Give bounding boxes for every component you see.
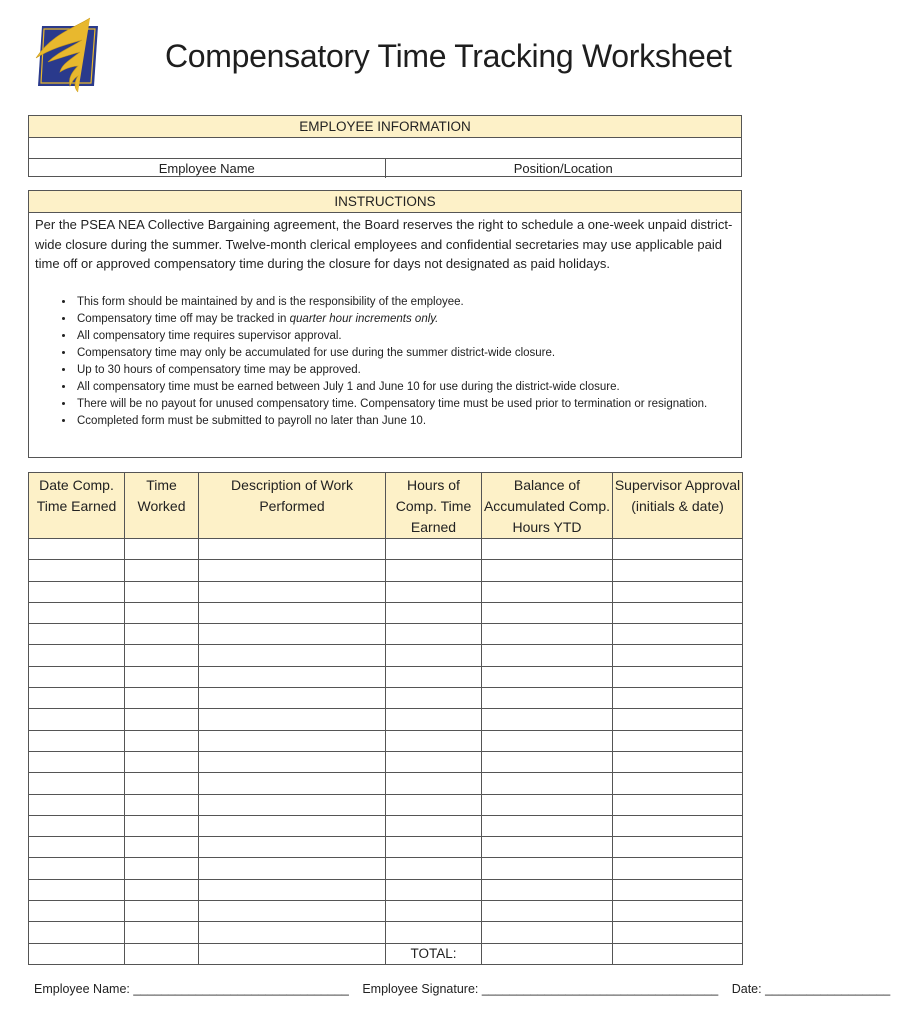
column-header-description: Description of Work Performed — [199, 473, 386, 539]
table-row — [29, 602, 743, 623]
column-header-balance: Balance of Accumulated Comp. Hours YTD — [482, 473, 613, 539]
table-cell[interactable] — [613, 922, 743, 943]
table-row — [29, 922, 743, 943]
column-header-time-worked: Time Worked — [125, 473, 199, 539]
footer-date[interactable]: Date: __________________ — [731, 982, 891, 996]
position-location-label: Position/Location — [513, 161, 613, 176]
table-cell[interactable] — [199, 943, 386, 964]
table-cell[interactable] — [29, 922, 125, 943]
column-header-supervisor-approval: Supervisor Approval (initials & date) — [613, 473, 743, 539]
table-cell[interactable] — [125, 539, 199, 560]
table-cell[interactable] — [125, 602, 199, 623]
table-cell[interactable] — [482, 815, 613, 836]
column-header-hours-earned: Hours of Comp. Time Earned — [386, 473, 482, 539]
table-cell[interactable] — [482, 901, 613, 922]
table-cell[interactable] — [613, 858, 743, 879]
table-cell[interactable] — [199, 645, 386, 666]
table-cell[interactable] — [613, 709, 743, 730]
table-cell[interactable] — [125, 879, 199, 900]
table-cell[interactable] — [199, 688, 386, 709]
table-cell[interactable] — [613, 794, 743, 815]
table-cell[interactable] — [125, 943, 199, 964]
table-cell[interactable] — [29, 709, 125, 730]
list-item-emphasis: quarter hour increments only. — [289, 312, 439, 325]
table-cell[interactable] — [386, 666, 482, 687]
list-item: • This form should be maintained by and is the responsibility of the employee. — [75, 294, 741, 311]
table-row — [29, 624, 743, 645]
table-cell[interactable] — [125, 837, 199, 858]
table-row — [29, 645, 743, 666]
table-cell[interactable] — [386, 773, 482, 794]
footer-employee-signature[interactable]: Employee Signature: __________________________________ — [362, 982, 719, 996]
table-cell[interactable] — [613, 645, 743, 666]
table-cell[interactable] — [386, 645, 482, 666]
table-row — [29, 560, 743, 581]
table-cell[interactable] — [482, 688, 613, 709]
table-cell[interactable] — [125, 688, 199, 709]
total-label: TOTAL: — [386, 943, 482, 964]
table-cell[interactable] — [613, 602, 743, 623]
table-cell[interactable] — [386, 624, 482, 645]
log-table-body — [29, 539, 743, 965]
table-cell[interactable] — [482, 879, 613, 900]
table-cell[interactable] — [125, 666, 199, 687]
table-cell[interactable] — [199, 602, 386, 623]
table-cell[interactable] — [125, 581, 199, 602]
table-cell[interactable] — [29, 837, 125, 858]
table-cell[interactable] — [613, 773, 743, 794]
table-cell[interactable] — [199, 837, 386, 858]
employee-information-heading: EMPLOYEE INFORMATION — [29, 116, 741, 138]
list-item: • All compensatory time requires supervisor approval. — [75, 328, 741, 345]
table-cell[interactable] — [29, 730, 125, 751]
table-cell[interactable] — [29, 645, 125, 666]
instructions-heading: INSTRUCTIONS — [29, 191, 741, 213]
table-cell[interactable] — [386, 858, 482, 879]
table-cell[interactable] — [482, 560, 613, 581]
table-cell[interactable] — [386, 901, 482, 922]
table-cell[interactable] — [613, 730, 743, 751]
table-cell[interactable] — [482, 645, 613, 666]
table-cell[interactable] — [125, 815, 199, 836]
table-row — [29, 730, 743, 751]
table-cell[interactable] — [29, 901, 125, 922]
table-cell[interactable] — [482, 539, 613, 560]
table-cell[interactable] — [125, 624, 199, 645]
table-row — [29, 815, 743, 836]
table-cell[interactable] — [125, 794, 199, 815]
table-cell[interactable] — [613, 666, 743, 687]
table-cell[interactable] — [199, 794, 386, 815]
table-cell[interactable] — [613, 943, 743, 964]
table-cell[interactable] — [29, 539, 125, 560]
employee-info-input-row[interactable] — [29, 138, 741, 159]
table-cell[interactable] — [29, 688, 125, 709]
table-row — [29, 666, 743, 687]
table-cell[interactable] — [29, 751, 125, 772]
table-cell[interactable] — [482, 602, 613, 623]
table-cell[interactable] — [482, 730, 613, 751]
list-item — [75, 311, 741, 328]
table-cell[interactable] — [386, 602, 482, 623]
table-cell[interactable] — [482, 666, 613, 687]
table-cell[interactable] — [29, 858, 125, 879]
table-cell[interactable] — [386, 922, 482, 943]
table-cell[interactable] — [29, 560, 125, 581]
table-cell[interactable] — [482, 922, 613, 943]
table-cell[interactable] — [199, 560, 386, 581]
table-row — [29, 901, 743, 922]
table-cell[interactable] — [199, 751, 386, 772]
table-cell[interactable] — [482, 709, 613, 730]
table-cell[interactable] — [613, 879, 743, 900]
employee-name-label: Employee Name — [29, 159, 386, 178]
table-cell[interactable] — [386, 709, 482, 730]
table-cell[interactable] — [29, 815, 125, 836]
table-cell[interactable] — [386, 560, 482, 581]
table-cell[interactable] — [386, 794, 482, 815]
table-cell[interactable] — [482, 858, 613, 879]
tornado-logo-icon — [34, 16, 100, 94]
table-cell[interactable] — [29, 602, 125, 623]
table-cell[interactable] — [613, 624, 743, 645]
table-cell[interactable] — [29, 943, 125, 964]
table-cell[interactable] — [199, 773, 386, 794]
table-cell[interactable] — [29, 624, 125, 645]
table-cell[interactable] — [613, 688, 743, 709]
table-cell[interactable] — [29, 794, 125, 815]
list-item: • Up to 30 hours of compensatory time may be approved. — [75, 362, 741, 379]
table-row — [29, 688, 743, 709]
table-cell[interactable] — [125, 858, 199, 879]
table-row — [29, 709, 743, 730]
table-cell[interactable] — [125, 901, 199, 922]
list-item: • All compensatory time must be earned between July 1 and June 10 for use during the district-wide closure. — [75, 379, 741, 396]
table-cell[interactable] — [199, 581, 386, 602]
table-cell[interactable] — [29, 666, 125, 687]
table-cell[interactable] — [482, 773, 613, 794]
table-cell[interactable] — [386, 751, 482, 772]
table-cell[interactable] — [199, 730, 386, 751]
table-row — [29, 539, 743, 560]
table-row — [29, 773, 743, 794]
table-cell[interactable] — [199, 539, 386, 560]
list-item: • Ccompleted form must be submitted to payroll no later than June 10. — [75, 413, 741, 430]
table-cell[interactable] — [482, 751, 613, 772]
comp-time-log-table — [28, 472, 743, 965]
employee-information-section — [28, 115, 742, 177]
list-item-text: Compensatory time off may be tracked in — [77, 312, 290, 325]
table-cell[interactable] — [125, 709, 199, 730]
table-cell[interactable] — [125, 560, 199, 581]
table-cell[interactable] — [386, 879, 482, 900]
instructions-list — [29, 294, 741, 430]
table-cell[interactable] — [199, 624, 386, 645]
instructions-intro: Per the PSEA NEA Collective Bargaining agreement, the Board reserves the right to schedule a one-week unpaid district-wide closure during the summer. Twelve-month clerical employees and confidential secretaries may use applicable paid time off or approved compensatory time during the closure for days not designated as paid holidays. — [35, 217, 733, 271]
list-item: • Compensatory time may only be accumulated for use during the summer district-wide closure. — [75, 345, 741, 362]
table-cell[interactable] — [125, 730, 199, 751]
table-cell[interactable] — [613, 837, 743, 858]
total-row — [29, 943, 743, 964]
table-cell[interactable] — [199, 709, 386, 730]
table-cell[interactable] — [125, 773, 199, 794]
table-cell[interactable] — [199, 901, 386, 922]
table-cell[interactable] — [482, 943, 613, 964]
table-cell[interactable] — [199, 922, 386, 943]
page-title: Compensatory Time Tracking Worksheet — [165, 38, 732, 74]
table-cell[interactable] — [199, 858, 386, 879]
table-cell[interactable] — [199, 879, 386, 900]
column-header-date-earned: Date Comp. Time Earned — [29, 473, 125, 539]
table-cell[interactable] — [482, 837, 613, 858]
table-cell[interactable] — [125, 645, 199, 666]
table-cell[interactable] — [29, 773, 125, 794]
table-cell[interactable] — [613, 581, 743, 602]
table-cell[interactable] — [613, 815, 743, 836]
signature-line — [34, 982, 900, 996]
instructions-section — [28, 190, 742, 458]
table-cell[interactable] — [482, 794, 613, 815]
table-cell[interactable] — [29, 581, 125, 602]
table-cell[interactable] — [386, 688, 482, 709]
table-cell[interactable] — [482, 581, 613, 602]
table-cell[interactable] — [482, 624, 613, 645]
footer-employee-name[interactable]: Employee Name: _______________________________ — [34, 982, 349, 996]
table-cell[interactable] — [199, 815, 386, 836]
table-cell[interactable] — [29, 879, 125, 900]
table-row — [29, 581, 743, 602]
table-cell[interactable] — [613, 751, 743, 772]
table-cell[interactable] — [125, 751, 199, 772]
table-row — [29, 858, 743, 879]
table-row — [29, 879, 743, 900]
table-cell[interactable] — [613, 560, 743, 581]
list-item: • There will be no payout for unused compensatory time. Compensatory time must be used prior to termination or resignation. — [75, 396, 741, 413]
table-cell[interactable] — [613, 539, 743, 560]
table-cell[interactable] — [386, 730, 482, 751]
table-cell[interactable] — [386, 539, 482, 560]
table-row — [29, 751, 743, 772]
table-cell[interactable] — [386, 581, 482, 602]
table-cell[interactable] — [199, 666, 386, 687]
table-row — [29, 837, 743, 858]
table-cell[interactable] — [125, 922, 199, 943]
table-cell[interactable] — [613, 901, 743, 922]
table-row — [29, 794, 743, 815]
table-cell[interactable] — [386, 815, 482, 836]
table-cell[interactable] — [386, 837, 482, 858]
